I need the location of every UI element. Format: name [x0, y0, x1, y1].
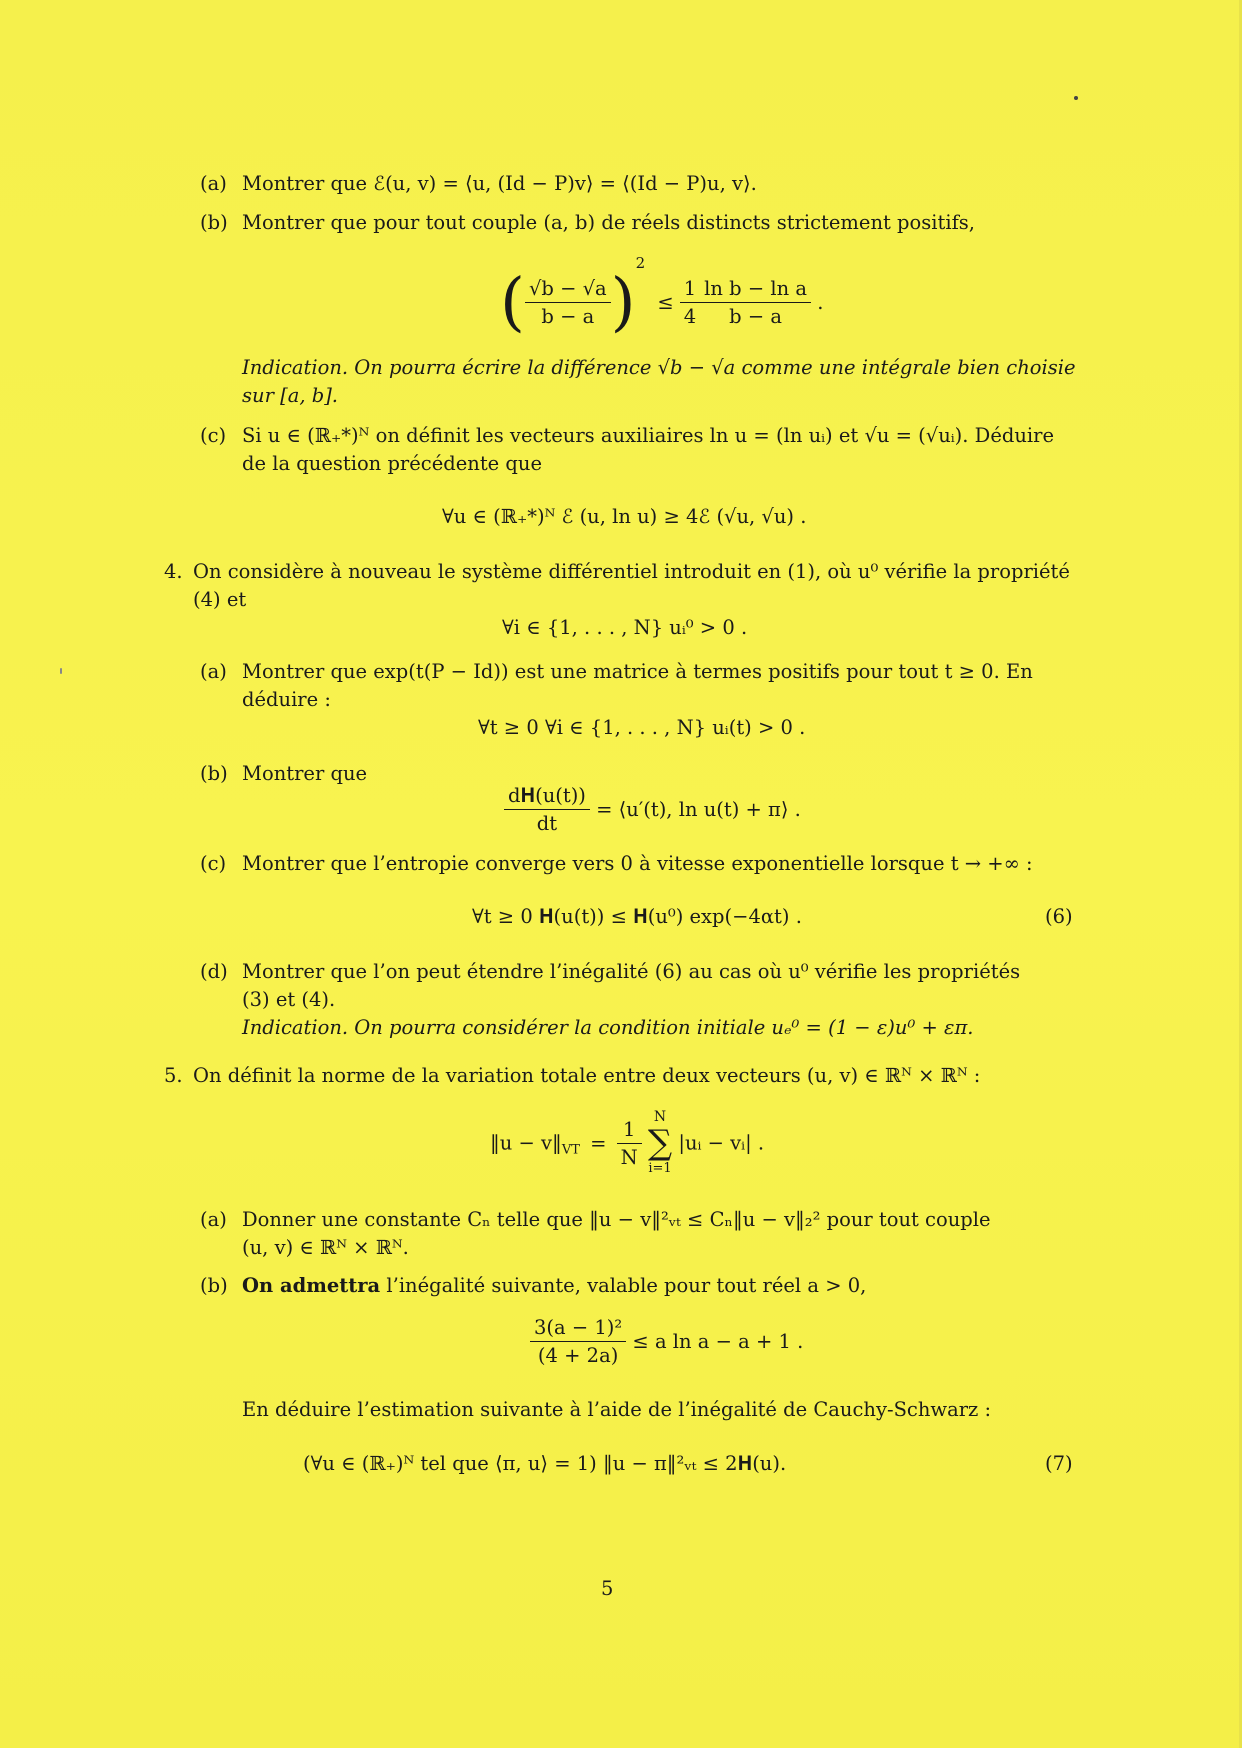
q3b-hint-line1: Indication. On pourra écrire la différence √b − √a comme une intégrale bien choisie	[242, 356, 1076, 379]
q4b-derivative	[504, 784, 801, 835]
q5-norm-definition	[490, 1108, 764, 1178]
q4-line1: On considère à nouveau le système différentiel introduit en (1), où u⁰ vérifie la propriété	[193, 560, 1070, 583]
q5b-rhs: ≤ a ln a − a + 1 .	[632, 1330, 804, 1353]
q4a-line2: déduire :	[242, 688, 331, 711]
q5b-inequality	[530, 1316, 803, 1367]
q4b-frac-den: dt	[536, 812, 558, 835]
q5b-frac-den: (4 + 2a)	[537, 1344, 619, 1367]
q5b-text: l’inégalité suivante, valable pour tout réel a > 0,	[386, 1274, 867, 1297]
q5-number: 5.	[164, 1064, 183, 1087]
sum-top: N	[653, 1109, 667, 1125]
q3b-hint-line2: sur [a, b].	[242, 384, 339, 407]
norm-sub: VT	[561, 1142, 580, 1158]
q4a-line1: Montrer que exp(t(P − Id)) est une matrice à termes positifs pour tout t ≥ 0. En	[242, 660, 1033, 683]
q4c-text: Montrer que l’entropie converge vers 0 à vitesse exponentielle lorsque t → +∞ :	[242, 852, 1033, 875]
norm-num: 1	[617, 1118, 642, 1144]
q5b-bold: On admettra	[242, 1274, 381, 1297]
q5b-line	[242, 1274, 866, 1298]
sum-symbol: ∑	[647, 1123, 673, 1163]
ineq-q-num: 1	[680, 277, 700, 303]
ineq-q-den: 4	[683, 305, 697, 328]
q3c-line2: de la question précédente que	[242, 452, 542, 475]
ineq-rel: ≤	[657, 291, 674, 314]
q4a-formula: ∀t ≥ 0 ∀i ∈ {1, . . . , N} uᵢ(t) > 0 .	[478, 716, 806, 739]
q4c-label: (c)	[200, 852, 227, 875]
q5b-label: (b)	[200, 1274, 228, 1297]
q5-line1: On définit la norme de la variation totale entre deux vecteurs (u, v) ∈ ℝᴺ × ℝᴺ :	[193, 1064, 981, 1087]
q3c-line1: Si u ∈ (ℝ₊*)ᴺ on définit les vecteurs auxiliaires ln u = (ln uᵢ) et √u = (√uᵢ). Déduire	[242, 424, 1054, 447]
norm-eq: =	[590, 1131, 607, 1155]
q3a-label: (a)	[200, 172, 227, 195]
scan-speck	[1074, 96, 1078, 100]
q5b-deduce: En déduire l’estimation suivante à l’aide de l’inégalité de Cauchy-Schwarz :	[242, 1398, 992, 1421]
q3b-label: (b)	[200, 211, 228, 234]
q5b-eqno: (7)	[1045, 1452, 1073, 1475]
q4b-text: Montrer que	[242, 762, 368, 785]
q5a-label: (a)	[200, 1208, 227, 1231]
q4d-line1: Montrer que l’on peut étendre l’inégalité (6) au cas où u⁰ vérifie les propriétés	[242, 960, 1021, 983]
q5b-formula: (∀u ∈ (ℝ₊)ᴺ tel que ⟨π, u⟩ = 1) ‖u − π‖²ᵥₜ ≤ 2𝐇(u).	[303, 1452, 787, 1475]
norm-lhs: ‖u − v‖	[490, 1131, 562, 1155]
q4c-eqno: (6)	[1045, 905, 1073, 928]
q3a-text: Montrer que ℰ(u, v) = ⟨u, (Id − P)v⟩ = ⟨(Id − P)u, v⟩.	[242, 172, 757, 195]
q4d-line2: (3) et (4).	[242, 988, 336, 1011]
ineq-lhs-num: √b − √a	[525, 277, 611, 303]
q4-number: 4.	[164, 560, 183, 583]
ineq-lhs-den: b − a	[541, 305, 595, 328]
q4b-frac-num: d𝐇(u(t))	[504, 784, 590, 810]
q4a-label: (a)	[200, 660, 227, 683]
q3c-formula: ∀u ∈ (ℝ₊*)ᴺ ℰ (u, ln u) ≥ 4ℰ (√u, √u) .	[442, 505, 807, 528]
q4d-hint: Indication. On pourra considérer la condition initiale uₑ⁰ = (1 − ε)u⁰ + επ.	[242, 1016, 974, 1039]
ineq-end: .	[817, 291, 824, 314]
q3b-inequality: ( $\frac{√b - √a}{b - a}$ )$^2$ ≤ $\frac{1}{4}$ $\frac{\text{ln b − ln a}}{b - a}$ .	[500, 254, 824, 340]
ineq-r-den: b − a	[729, 305, 782, 328]
norm-den: N	[620, 1145, 638, 1169]
q4c-formula: ∀t ≥ 0 𝐇(u(t)) ≤ 𝐇(u⁰) exp(−4αt) .	[472, 905, 802, 928]
q4b-label: (b)	[200, 762, 228, 785]
q5a-line2: (u, v) ∈ ℝᴺ × ℝᴺ.	[242, 1236, 409, 1259]
ineq-exp: 2	[635, 254, 646, 272]
scan-speck	[60, 668, 62, 674]
q3c-label: (c)	[200, 424, 227, 447]
q3b-text: Montrer que pour tout couple (a, b) de réels distincts strictement positifs,	[242, 211, 976, 234]
q4-line2: (4) et	[193, 588, 247, 611]
q4-formula: ∀i ∈ {1, . . . , N} uᵢ⁰ > 0 .	[502, 616, 748, 639]
q4d-label: (d)	[200, 960, 228, 983]
q4b-rhs: = ⟨u′(t), ln u(t) + π⟩ .	[596, 798, 801, 821]
page-number: 5	[601, 1577, 614, 1600]
norm-rhs: |uᵢ − vᵢ| .	[678, 1131, 765, 1155]
ineq-r-num: ln b − ln a	[700, 277, 811, 303]
sum-bottom: i=1	[648, 1161, 672, 1176]
q5b-frac-num: 3(a − 1)²	[530, 1316, 626, 1342]
q5a-line1: Donner une constante Cₙ telle que ‖u − v‖²ᵥₜ ≤ Cₙ‖u − v‖₂² pour tout couple	[242, 1208, 991, 1231]
